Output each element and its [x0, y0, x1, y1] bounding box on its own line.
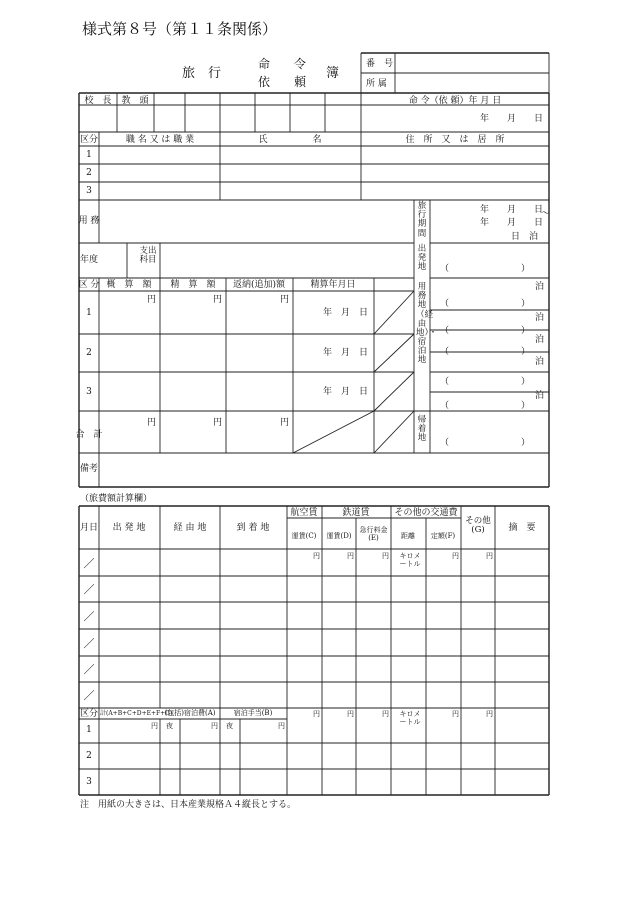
- stay-open: （: [440, 326, 450, 336]
- person-row-no: 1: [86, 150, 92, 160]
- yen-unit: 円: [486, 710, 493, 718]
- settle-date: 年 月 日: [323, 387, 369, 397]
- arrival-close: ）: [521, 438, 531, 448]
- settlement-row-no: 1: [86, 308, 92, 318]
- rail-header: 鉄道賃: [342, 508, 370, 518]
- stay-open: （: [440, 347, 450, 357]
- yen-unit: 円: [146, 418, 156, 428]
- distance-header: 距離: [401, 532, 415, 540]
- lump-lodging-label: (包括)宿泊費(A): [164, 709, 216, 717]
- km-unit: キロメートル: [399, 710, 421, 726]
- stay-close: ）: [521, 377, 531, 387]
- settle-date-header: 精算年月日: [310, 280, 356, 290]
- stay-nights: 泊: [535, 335, 545, 345]
- order-date-label: 命 令（依 頼）年 月 日: [408, 96, 502, 106]
- yen-unit: 円: [313, 552, 320, 560]
- km-unit: キロメートル: [399, 552, 421, 568]
- rail-fare-header: 運賃(D): [326, 532, 352, 540]
- summary-header: 摘 要: [508, 523, 536, 533]
- yen-unit: 円: [486, 552, 493, 560]
- settle-date: 年 月 日: [323, 348, 369, 358]
- title-order: 命 令: [258, 57, 307, 71]
- period-dash: 〜: [541, 209, 551, 219]
- form-number: 様式第８号（第１１条関係）: [82, 20, 278, 38]
- yen-unit: 円: [146, 295, 156, 305]
- total-label: 合 計: [75, 430, 103, 440]
- stay-open: （: [440, 299, 450, 309]
- formula-label: 計(A+B+C+D+E+F+G): [100, 710, 173, 717]
- yen-unit: 円: [212, 295, 222, 305]
- stay-open: （: [440, 401, 450, 411]
- sub-row-no: 2: [86, 751, 92, 761]
- date-slash: ／: [83, 689, 95, 702]
- air-fare-header: 運賃(C): [291, 532, 317, 540]
- yen-unit: 円: [211, 722, 218, 730]
- sub-row-no: 3: [86, 777, 92, 787]
- address-header: 住 所 又 は 居 所: [405, 135, 505, 145]
- yen-unit: 円: [452, 552, 459, 560]
- calc-arrival-header: 到 着 地: [236, 523, 270, 533]
- title-request: 依 頼: [258, 75, 307, 89]
- night-unit: 夜: [226, 722, 233, 730]
- affiliation-label: 所 属: [366, 79, 387, 89]
- person-row-no: 3: [86, 186, 92, 196]
- date-slash: ／: [83, 583, 95, 596]
- person-row-no: 2: [86, 168, 92, 178]
- calc-caption: （旅費額計算欄）: [80, 494, 153, 504]
- title-prefix: 旅 行: [182, 66, 222, 81]
- period-label: 旅行期間: [417, 201, 427, 239]
- remarks-label: 備考: [79, 464, 99, 474]
- persons-kubun-header: 区分: [79, 135, 99, 145]
- calc-via-header: 経 由 地: [173, 523, 207, 533]
- stay-close: ）: [521, 401, 531, 411]
- stay-close: ）: [521, 299, 531, 309]
- yen-unit: 円: [452, 710, 459, 718]
- settlement-row-no: 2: [86, 348, 92, 358]
- settlement-row-no: 3: [86, 387, 92, 397]
- yen-unit: 円: [347, 552, 354, 560]
- air-header: 航空賃: [290, 508, 318, 518]
- job-header: 職 名 又 は 職 業: [125, 135, 195, 145]
- business-stay-place-label: 用務地（経由地）・宿泊地: [416, 282, 438, 366]
- date-slash: ／: [83, 610, 95, 623]
- stay-open: （: [440, 377, 450, 387]
- departure-open: （: [440, 264, 450, 274]
- title-suffix: 簿: [326, 66, 340, 81]
- vice-principal-label: 教 頭: [121, 96, 149, 106]
- stay-close: ）: [521, 347, 531, 357]
- principal-label: 校 長: [84, 96, 112, 106]
- yen-unit: 円: [278, 722, 285, 730]
- yen-unit: 円: [279, 295, 289, 305]
- name-header: 氏 名: [258, 135, 322, 145]
- yen-unit: 円: [347, 710, 354, 718]
- arrival-open: （: [440, 438, 450, 448]
- stay-close: ）: [521, 326, 531, 336]
- number-label: 番 号: [366, 59, 394, 69]
- stay-nights: 泊: [535, 282, 545, 292]
- estimate-header: 概 算 額: [106, 280, 152, 290]
- order-date-value: 年 月 日: [480, 114, 544, 124]
- date-slash: ／: [83, 557, 95, 570]
- stay-nights: 泊: [535, 391, 545, 401]
- express-header: 急行料金(E): [359, 526, 388, 542]
- sub-row-no: 1: [86, 725, 92, 735]
- period-start: 年 月 日: [480, 205, 544, 215]
- yen-unit: 円: [279, 418, 289, 428]
- calc-departure-header: 出 発 地: [112, 523, 146, 533]
- settle-header: 精 算 額: [170, 280, 216, 290]
- fixed-header: 定額(F): [430, 532, 456, 540]
- refund-header: 返納(追加)額: [232, 280, 286, 290]
- night-unit: 夜: [166, 722, 173, 730]
- stay-nights: 泊: [535, 313, 545, 323]
- sub-kubun-label: 区分: [79, 709, 99, 719]
- calc-date-header: 月日: [79, 523, 99, 533]
- business-label: 用 務: [78, 216, 100, 226]
- fiscal-year-label: 年度: [79, 255, 99, 265]
- settlement-kubun-header: 区 分: [78, 280, 100, 290]
- period-end: 年 月 日: [480, 218, 544, 228]
- stay-nights: 泊: [535, 357, 545, 367]
- yen-unit: 円: [313, 710, 320, 718]
- period-nights: 日 泊: [511, 232, 539, 242]
- other-transport-header: その他の交通費: [394, 508, 458, 518]
- yen-unit: 円: [382, 552, 389, 560]
- departure-place-label: 出発地: [417, 244, 427, 273]
- lodging-allowance-label: 宿泊手当(B): [233, 709, 273, 717]
- yen-unit: 円: [212, 418, 222, 428]
- settle-date: 年 月 日: [323, 308, 369, 318]
- paper-size-note: 注 用紙の大きさは、日本産業規格Ａ４縦長とする。: [80, 800, 297, 810]
- other-g-header: その他(G): [465, 516, 491, 536]
- departure-close: ）: [521, 264, 531, 274]
- expense-item-label: 支出科目: [139, 246, 157, 266]
- date-slash: ／: [83, 637, 95, 650]
- arrival-place-label: 帰着地: [417, 415, 427, 444]
- yen-unit: 円: [151, 722, 158, 730]
- yen-unit: 円: [382, 710, 389, 718]
- date-slash: ／: [83, 663, 95, 676]
